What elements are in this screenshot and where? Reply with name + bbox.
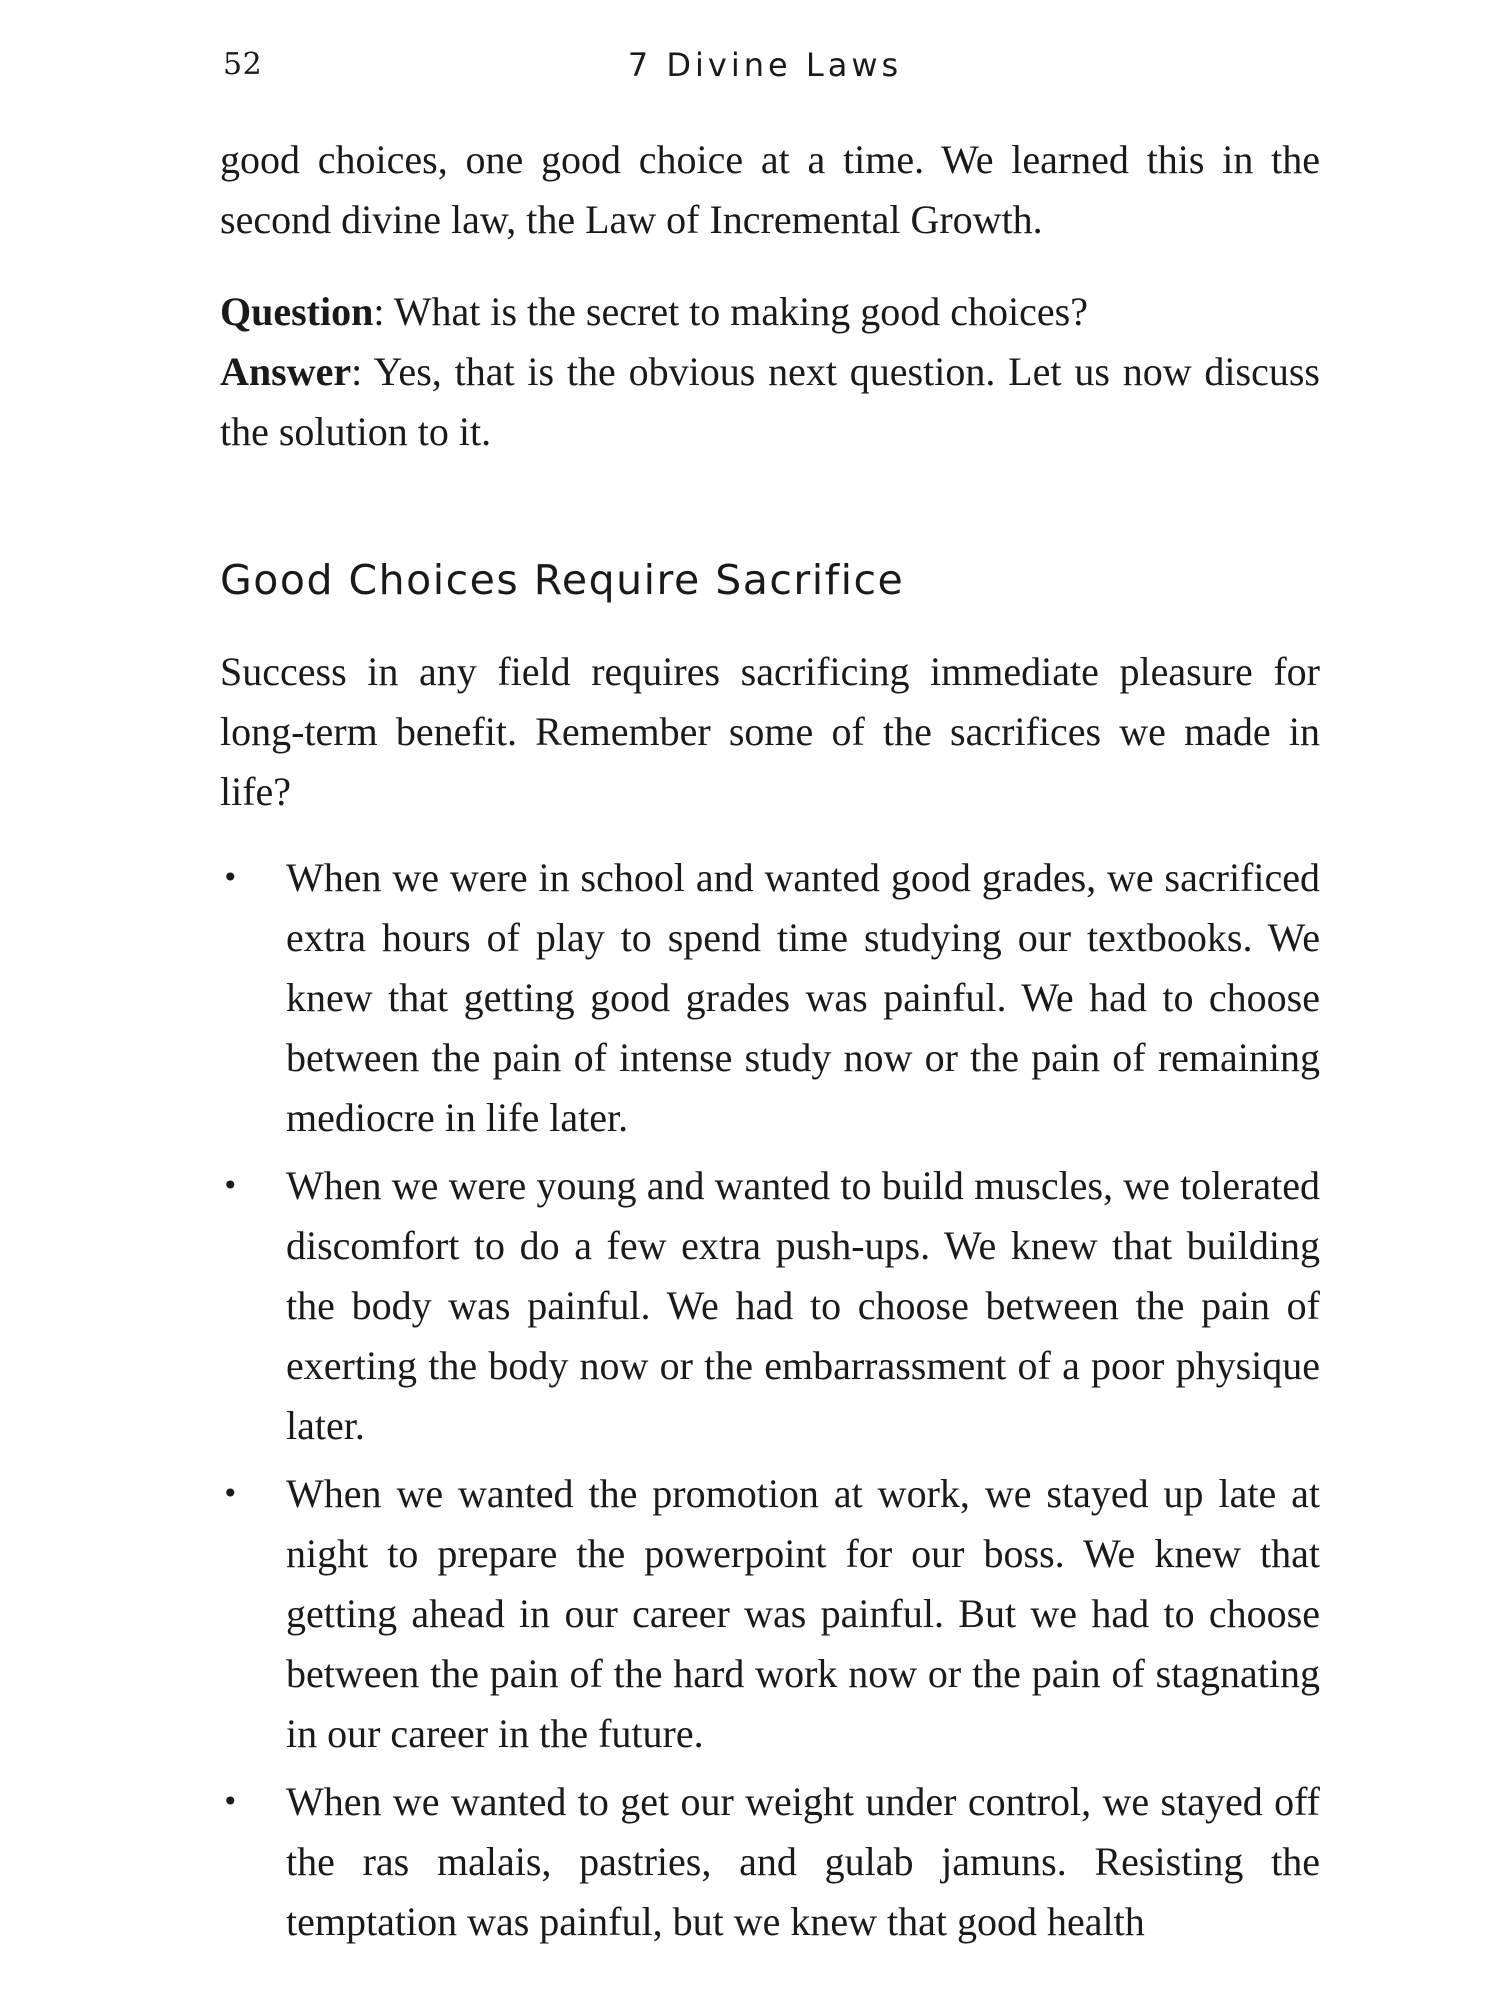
page-number: 52	[223, 47, 263, 82]
bullet-icon: •	[222, 1169, 239, 1202]
opening-paragraph: good choices, one good choice at a time. We learned this in the second divine law, the Law of Incremental Growth.	[220, 137, 1320, 242]
list-item-text: When we wanted the promotion at work, we stayed up late at night to prepare the powerpoint for our boss. We knew that getting ahead in our career was painful. But we had to choose between the pain of the hard work now or the pain of stagnating in our career in the future.	[286, 1471, 1320, 1756]
list-item	[220, 1464, 1320, 1764]
answer-text: : Yes, that is the obvious next question. Let us now discuss the solution to it.	[220, 349, 1320, 454]
bullet-icon: •	[222, 1477, 239, 1510]
list-item-text: When we were young and wanted to build muscles, we tolerated discomfort to do a few extra push-ups. We knew that building the body was painful. We had to choose between the pain of exerting the body now or the embarrassment of a poor physique later.	[286, 1163, 1320, 1448]
section-heading: Good Choices Require Sacrifice	[220, 556, 905, 604]
bullet-icon: •	[222, 1785, 239, 1818]
question-label: Question	[220, 289, 374, 334]
list-item	[220, 1772, 1320, 1952]
list-item-text: When we were in school and wanted good grades, we sacrificed extra hours of play to spend time studying our textbooks. We knew that getting good grades was painful. We had to choose between the pain of intense study now or the pain of remaining mediocre in life later.	[286, 855, 1320, 1140]
question-text: : What is the secret to making good choices?	[373, 289, 1088, 334]
intro-paragraph: Success in any field requires sacrificing immediate pleasure for long-term benefit. Remember some of the sacrifices we made in life?	[220, 649, 1320, 814]
page-body	[220, 130, 1320, 1960]
sacrifice-examples-list	[220, 848, 1320, 1952]
book-title: 7 Divine Laws	[627, 46, 903, 84]
list-item-text: When we wanted to get our weight under control, we stayed off the ras malais, pastries, and gulab jamuns. Resisting the temptation was painful, but we knew that good health	[286, 1779, 1320, 1944]
answer-label: Answer	[220, 349, 352, 394]
bullet-icon: •	[222, 861, 239, 894]
answer-line	[220, 342, 1320, 462]
list-item	[220, 1156, 1320, 1456]
list-item	[220, 848, 1320, 1148]
question-line	[220, 282, 1320, 342]
question-answer-block	[220, 282, 1320, 462]
running-header	[215, 40, 1315, 90]
